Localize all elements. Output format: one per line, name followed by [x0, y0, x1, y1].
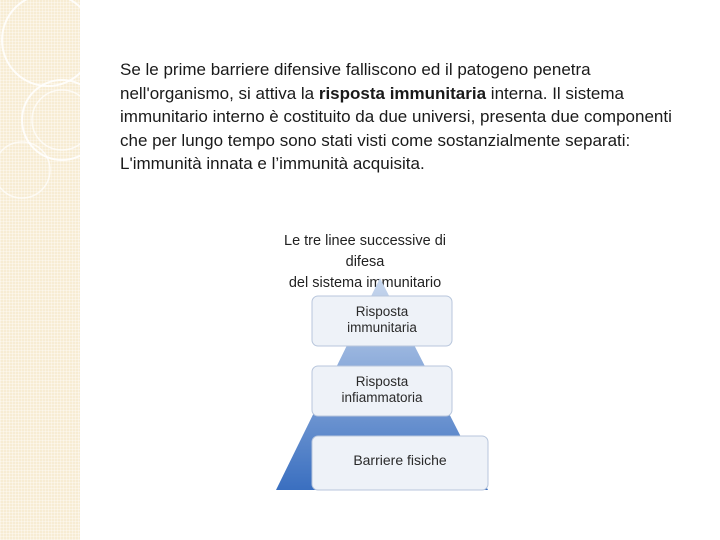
- decorative-circles: [0, 0, 130, 220]
- decorative-side-panel: [0, 0, 80, 540]
- tier-label-immune-line2: immunitaria: [347, 320, 417, 335]
- tier-label-immune-line1: Risposta: [355, 304, 409, 319]
- paragraph-bold-term: risposta immunitaria: [318, 83, 487, 103]
- tier-label-physical: [312, 452, 488, 468]
- diagram-title-line1: Le tre linee successive di difesa: [284, 233, 446, 270]
- body-paragraph: [120, 58, 700, 176]
- tier-label-physical-line1: Barriere fisiche: [353, 452, 447, 468]
- paragraph-text-end: interna. Il sistema immunitario interno è costituito da due universi, presenta due componenti che per lungo tempo sono stati visti come sostanzialmente separati: L'immunità innata e l’immunità acquisita.: [120, 83, 672, 173]
- tier-label-immune: [312, 304, 452, 336]
- diagram-title-line2: del sistema immunitario: [288, 275, 442, 291]
- tier-label-inflammatory-line2: infiammatoria: [341, 390, 423, 405]
- tier-label-inflammatory-line1: Risposta: [355, 374, 409, 389]
- tier-label-inflammatory: [312, 374, 452, 406]
- paragraph-text-start: Se le prime barriere difensive falliscono ed il patogeno penetra nell'organismo, si attiva la: [120, 60, 591, 103]
